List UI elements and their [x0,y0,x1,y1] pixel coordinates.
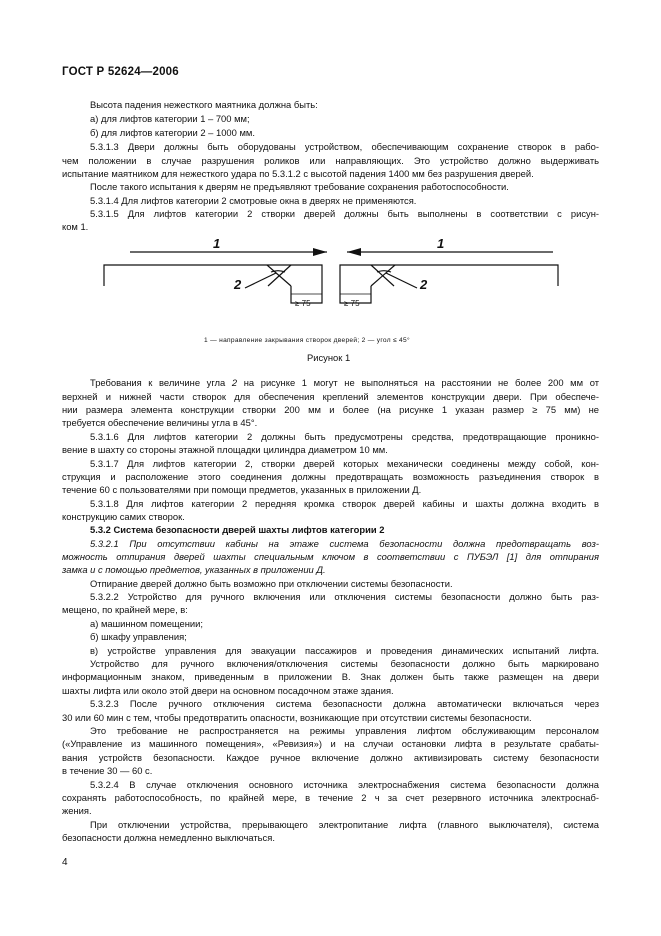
figure-title: Рисунок 1 [307,352,351,363]
text-line: информационным знаком, приведенным в приложении В. Знак должен быть также размещен на двери [62,671,599,682]
text-line: Устройство для ручного включения/отключения системы безопасности должно быть маркировано [90,658,599,669]
right-leader-line [386,273,417,288]
text-line: течение 60 с пользователями при помощи предметов, указанных в приложении Д. [62,484,422,495]
figure-caption: 1 — направление закрывания створок дверей; 2 — угол ≤ 45° [204,337,410,344]
arrowhead-icon [313,248,327,256]
arrowhead-icon [347,248,361,256]
text-line: требуется обеспечение величины угла в 45°. [62,417,258,428]
text-line: а) машинном помещении; [90,618,204,629]
text-line: верхней и нижней части створок для обеспечения креплений элементов конструкции двери. При обеспече- [62,391,599,402]
text-line: безопасности должна немедленно выключаться. [62,832,275,843]
text-line: Требования к величине угла 2 на рисунке 1 могут не выполняться на расстоянии не более 200 мм от [90,377,599,388]
left-angle-arc [271,271,285,272]
figure-door-leaves [95,232,570,322]
text-line: Отпирание дверей должно быть возможно при отключении системы безопасности. [90,578,453,589]
text-line: При отключении устройства, прерывающего электропитание лифта (главного выключателя), система [90,819,599,830]
text-line: б) для лифтов категории 2 – 1000 мм. [90,127,255,138]
text-line: вания устройств безопасности. Каждое ручное включение должно активизировать систему безопасности [62,752,599,763]
fig-label-angle: 2 [420,277,428,292]
text-line: в течение 30 — 60 с. [62,765,153,776]
text-line: сохранять работоспособность, по крайней мере, в течение 2 ч за счет резервного источника электроснаб- [62,792,599,803]
text-line: а) для лифтов категории 1 – 700 мм; [90,113,250,124]
text-line: ком 1. [62,221,89,232]
text-line: 5.3.2.4 В случае отключения основного источника электроснабжения система безопасности должна [90,779,599,790]
section-heading: 5.3.2 Система безопасности дверей шахты лифтов категории 2 [90,524,385,535]
fig-label-angle: 2 [234,277,242,292]
text-line: («Управление из машинного помещения», «Ревизия») и на случаи остановки лифта в результате срабаты- [62,738,599,749]
fig-label-direction: 1 [437,236,445,251]
text-line: конструкцию самих створок. [62,511,185,522]
page-number: 4 [62,857,68,868]
text-line: б) шкафу управления; [90,631,187,642]
text-line: вение в шахту со стороны этажной площадки цилиндра диаметром 10 мм. [62,444,388,455]
text-line: чем положении в случае разрушения роликов или направляющих. Это устройство должно выдерживать [62,155,599,166]
text-line: Это требование не распространяется на режимы управления лифтом обслуживающим персоналом [90,725,599,736]
fig-label-direction: 1 [213,236,221,251]
text-line: 5.3.1.3 Двери должны быть оборудованы устройством, обеспечивающим сохранение створок в рабо- [90,141,599,152]
text-line: мещено, по крайней мере, в: [62,604,188,615]
text-line: шахты лифта или около этой двери на основном посадочном этаже здания. [62,685,394,696]
text-line: 5.3.1.7 Для лифтов категории 2, створки дверей которых механически соединены между собой, кон- [90,458,599,469]
text-line: 5.3.2.1 При отсутствии кабины на этаже система безопасности должна предотвращать воз- [90,538,599,549]
text-line: 5.3.1.5 Для лифтов категории 2 створки дверей должны быть выполнены в соответствии с рисун- [90,208,599,219]
text-line: После такого испытания к дверям не предъявляют требование сохранения работоспособности. [90,181,509,192]
text-line: можность отпирания дверей шахты специальным ключом в соответствии с ПУБЭЛ [1] для отпирания [62,551,599,562]
text-line: замка и с помощью предметов, указанных в приложении Д. [62,564,326,575]
text-line: испытание маятником для нежесткого удара по 5.3.1.2 с высотой падения 1400 мм без разрушения дверей. [62,168,534,179]
text-line: струкция и расположение этого соединения должны предотвращать возможность разъединения створок в [62,471,599,482]
left-leader-line [245,273,276,288]
text-line: 5.3.1.8 Для лифтов категории 2 передняя кромка створок дверей кабины и шахты должна входить в [90,498,599,509]
text-line: 5.3.1.6 Для лифтов категории 2 должны быть предусмотрены средства, предотвращающие проникно- [90,431,599,442]
text-line: 30 или 60 мин с тем, чтобы предотвратить опасности, возникающие при отсутствии системы безопасности. [62,712,532,723]
fig-dim-label: ≥ 75 [295,299,311,308]
text-line: 5.3.1.4 Для лифтов категории 2 смотровые окна в дверях не применяются. [90,195,417,206]
text-line: 5.3.2.2 Устройство для ручного включения или отключения системы безопасности должно быть раз- [90,591,599,602]
text-line: Высота падения нежесткого маятника должна быть: [90,99,318,110]
text-line: жения. [62,805,92,816]
text-line: в) устройстве управления для эвакуации пассажиров и проведения динамических испытаний лифта. [90,645,599,656]
document-header: ГОСТ Р 52624—2006 [62,66,179,78]
text-line: 5.3.2.3 После ручного отключения система безопасности должна автоматически включаться через [90,698,599,709]
text-line: нии размера элемента конструкции створки 200 мм и более (на рисунке 1 указан размер ≥ 75 мм) не [62,404,599,415]
right-angle-arc [377,271,391,272]
fig-dim-label: ≥ 75 [344,299,360,308]
